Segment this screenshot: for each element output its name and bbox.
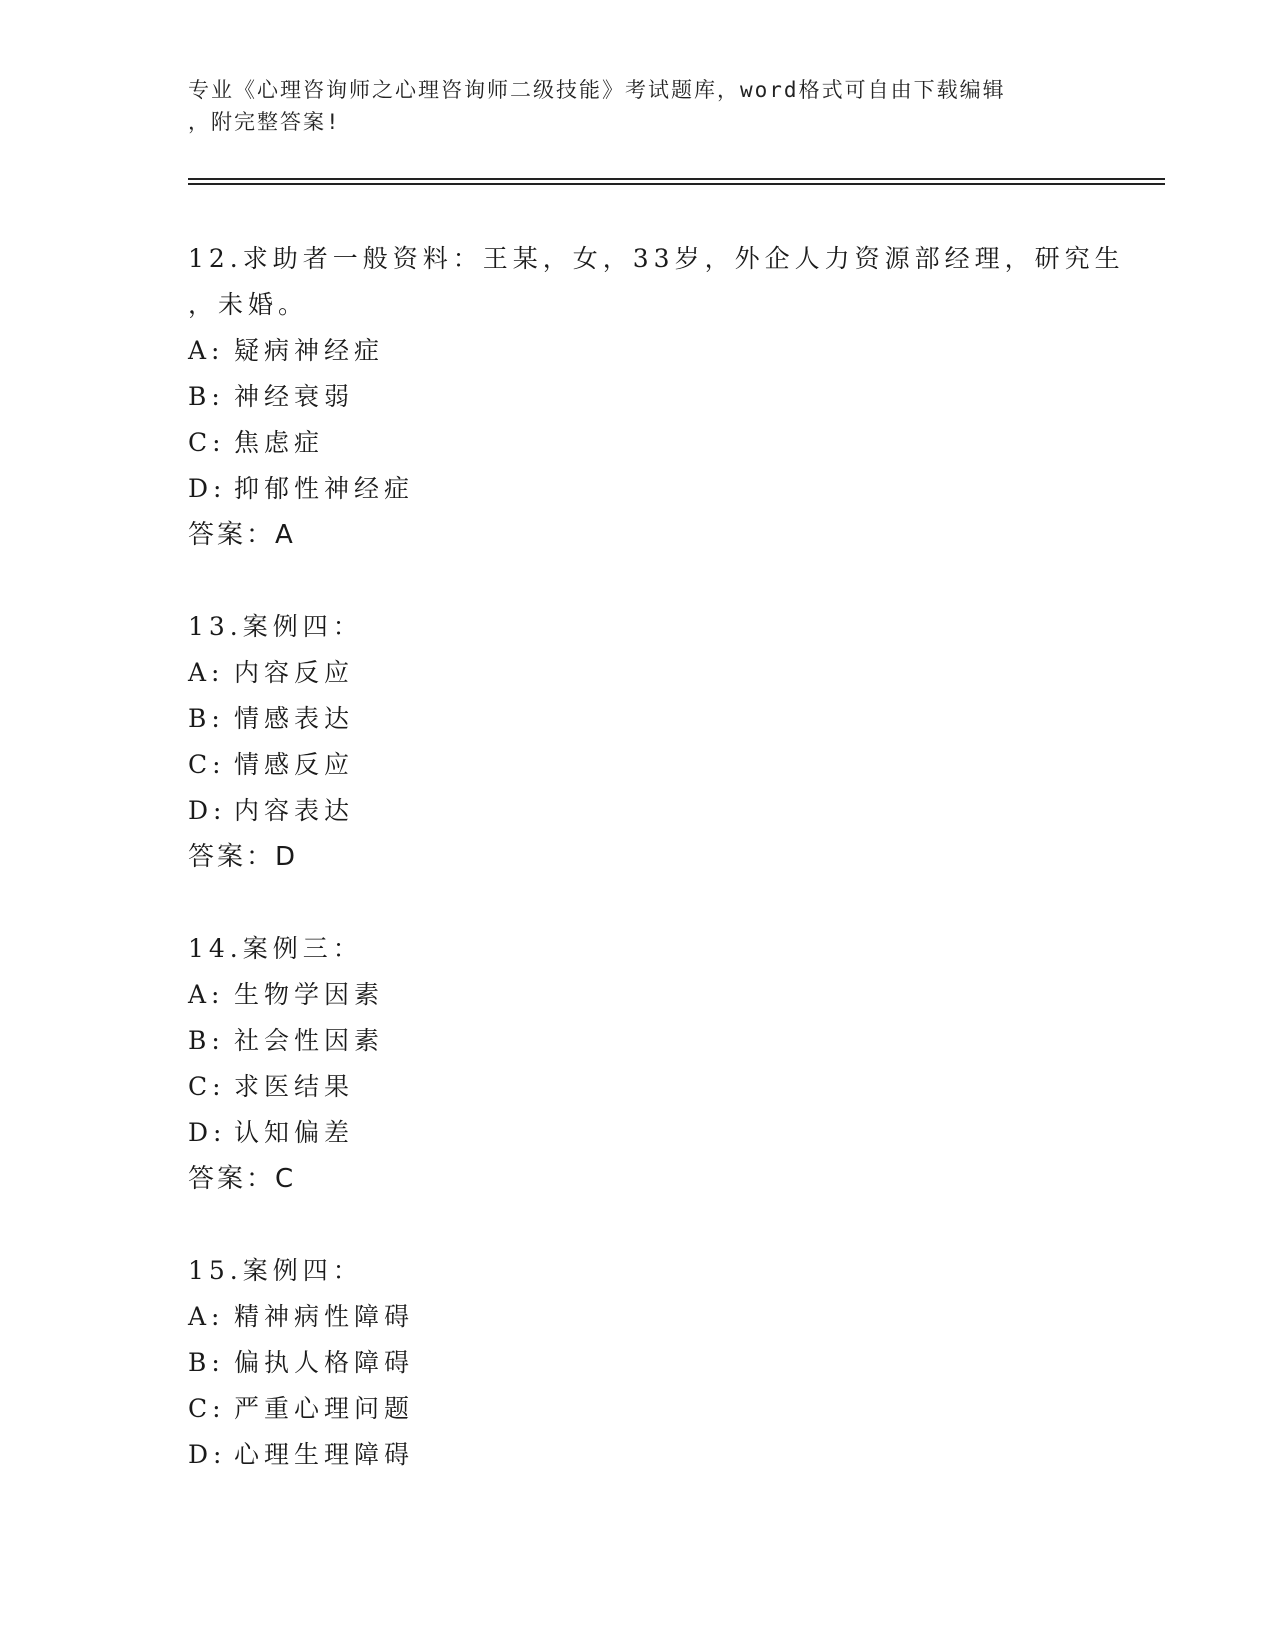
option-c [188,1386,1088,1432]
option-label: A: [188,336,225,365]
option-text: 认知偏差 [234,1118,355,1147]
option-text: 心理生理障碍 [234,1440,415,1469]
question-stem: 14.案例三： [188,934,363,963]
header-divider-top [188,178,1165,180]
option-text: 抑郁性神经症 [234,474,415,503]
option-text: 情感表达 [234,704,355,733]
option-a [188,1294,1088,1340]
answer-line: 答案：A [188,520,296,550]
answer-line: 答案：C [188,1164,297,1194]
option-b [188,1018,1088,1064]
option-text: 偏执人格障碍 [234,1348,415,1377]
option-label: C: [188,428,226,457]
option-label: B: [188,1026,225,1055]
question-13 [188,604,1088,880]
option-b [188,696,1088,742]
option-d [188,1110,1088,1156]
option-text: 内容表达 [234,796,355,825]
option-text: 情感反应 [234,750,355,779]
question-stem: 15.案例四： [188,1256,363,1285]
option-label: A: [188,658,225,687]
option-c [188,742,1088,788]
option-text: 焦虑症 [234,428,325,457]
option-text: 神经衰弱 [234,382,355,411]
option-text: 社会性因素 [234,1026,385,1055]
question-stem-continued: ，未婚。 [188,290,309,319]
option-label: D: [188,474,227,503]
option-d [188,788,1088,834]
option-label: B: [188,1348,225,1377]
option-text: 生物学因素 [234,980,385,1009]
option-text: 严重心理问题 [234,1394,415,1423]
option-text: 精神病性障碍 [234,1302,415,1331]
option-d [188,1432,1088,1478]
header-line-1: 专业《心理咨询师之心理咨询师二级技能》考试题库，word格式可自由下载编辑 [188,78,1006,102]
question-14 [188,926,1088,1202]
option-label: A: [188,1302,225,1331]
option-a [188,972,1088,1018]
option-label: D: [188,1440,227,1469]
option-label: A: [188,980,225,1009]
option-a [188,650,1088,696]
option-a [188,328,1088,374]
question-list [188,236,1125,1524]
question-15 [188,1248,1088,1478]
option-b [188,1340,1088,1386]
option-text: 疑病神经症 [234,336,385,365]
document-header [188,74,1068,138]
option-text: 求医结果 [234,1072,355,1101]
option-label: C: [188,1072,226,1101]
answer-line: 答案：D [188,842,299,872]
option-label: D: [188,1118,227,1147]
option-label: D: [188,796,227,825]
option-label: C: [188,1394,226,1423]
option-b [188,374,1088,420]
option-label: C: [188,750,226,779]
option-label: B: [188,704,225,733]
question-stem: 12.求助者一般资料：王某，女，33岁，外企人力资源部经理，研究生 [188,244,1125,273]
header-line-2: ，附完整答案! [188,110,341,134]
option-label: B: [188,382,225,411]
option-d [188,466,1088,512]
question-12 [188,236,1125,558]
option-text: 内容反应 [234,658,355,687]
option-c [188,420,1088,466]
question-stem: 13.案例四： [188,612,363,641]
option-c [188,1064,1088,1110]
header-divider-bottom [188,183,1165,185]
